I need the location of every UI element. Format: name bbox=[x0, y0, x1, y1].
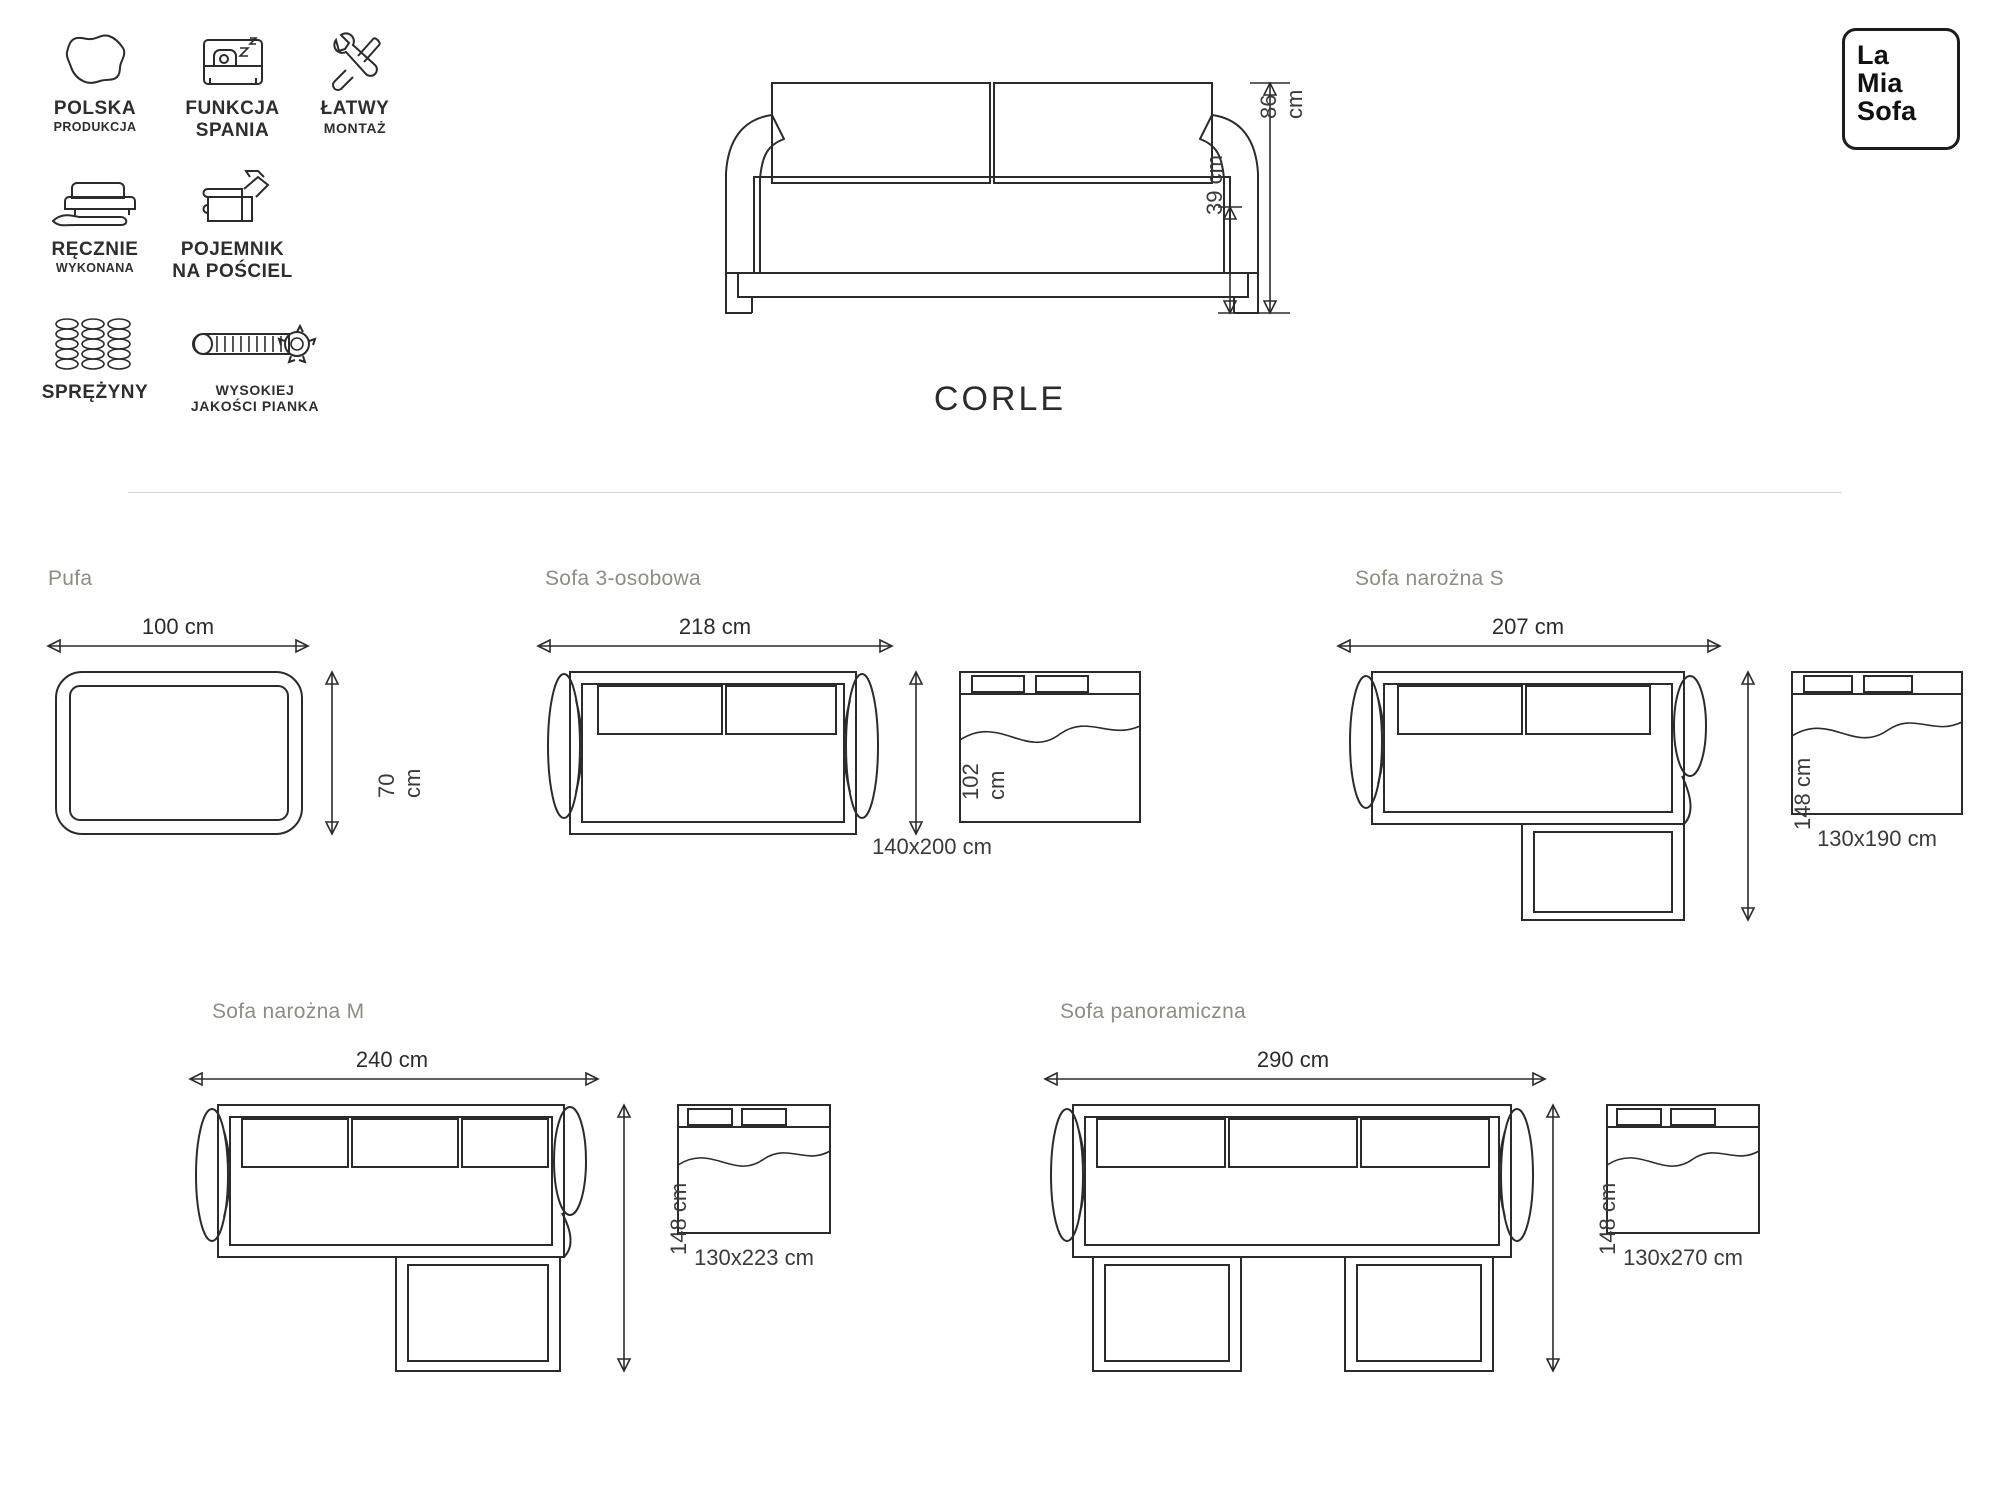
bedding-storage-icon bbox=[194, 161, 272, 233]
hero-sofa-front-view bbox=[690, 55, 1310, 355]
bed-icon bbox=[1792, 672, 1962, 814]
bed-icon bbox=[1607, 1105, 1759, 1233]
variant-pufa-drawing bbox=[40, 610, 425, 870]
logo-line-1: La bbox=[1857, 40, 1889, 70]
hero-height-seat-label: 39 cm bbox=[1202, 155, 1227, 215]
feature-label-line2: JAKOŚCI PIANKA bbox=[190, 398, 320, 415]
foam-roll-icon bbox=[185, 304, 325, 376]
narozna-s-width-label: 207 cm bbox=[1491, 614, 1565, 639]
variant-title-pufa: Pufa bbox=[48, 567, 93, 590]
hand-holding-sofa-icon bbox=[47, 161, 143, 233]
features-row-1 bbox=[20, 20, 480, 143]
panoramiczna-width-label: 290 cm bbox=[1256, 1047, 1330, 1072]
variant-title-narozna-s: Sofa narożna S bbox=[1355, 567, 1504, 590]
feature-label-line2: SPANIA bbox=[195, 120, 270, 142]
tools-icon bbox=[320, 20, 390, 92]
feature-label-line2: NA POŚCIEL bbox=[172, 261, 293, 283]
feature-label-line1: POJEMNIK bbox=[180, 238, 285, 260]
pufa-width-label: 100 cm bbox=[141, 614, 215, 639]
brand-logo bbox=[1842, 28, 1960, 150]
variant-panoramiczna-drawing bbox=[1035, 1043, 1825, 1393]
feature-label-line1: POLSKA bbox=[53, 98, 137, 119]
hero-height-total-label: 86 cm bbox=[1256, 89, 1307, 119]
panoramiczna-bed-label: 130x270 cm bbox=[1623, 1245, 1743, 1270]
features-grid bbox=[20, 20, 480, 415]
sofa3-depth-label: 102 cm bbox=[958, 763, 1009, 800]
feature-funkcja-spania bbox=[170, 20, 295, 143]
logo-line-2: Mia bbox=[1857, 68, 1903, 99]
narozna-m-width-label: 240 cm bbox=[355, 1047, 429, 1072]
variant-title-panoramiczna: Sofa panoramiczna bbox=[1060, 1000, 1247, 1023]
pufa-depth-label: 70 cm bbox=[374, 768, 425, 798]
feature-label-line1: WYSOKIEJ bbox=[215, 381, 295, 398]
bed-icon bbox=[678, 1105, 830, 1233]
feature-label-line1: RĘCZNIE bbox=[51, 238, 139, 260]
feature-label-line2: PRODUKCJA bbox=[53, 120, 137, 135]
poland-map-icon bbox=[59, 20, 131, 92]
panoramiczna-depth-label: 148 cm bbox=[1595, 1182, 1620, 1255]
feature-recznie-wykonana bbox=[20, 161, 170, 276]
narozna-m-bed-label: 130x223 cm bbox=[694, 1245, 814, 1270]
narozna-s-bed-label: 130x190 cm bbox=[1817, 826, 1937, 851]
feature-label-line2: MONTAŻ bbox=[323, 120, 387, 137]
feature-label-line1: SPRĘŻYNY bbox=[41, 381, 149, 403]
feature-latwy-montaz bbox=[295, 20, 415, 137]
springs-icon bbox=[47, 304, 143, 376]
variant-narozna-s-drawing bbox=[1330, 610, 1970, 940]
variant-title-sofa-3: Sofa 3-osobowa bbox=[545, 567, 701, 590]
feature-label-line2: WYKONANA bbox=[55, 261, 135, 276]
page-title: CORLE bbox=[933, 380, 1067, 418]
feature-label-line1: ŁATWY bbox=[320, 98, 390, 119]
narozna-m-depth-label: 148 cm bbox=[666, 1182, 691, 1255]
section-divider bbox=[128, 492, 1842, 493]
narozna-s-depth-label: 148 cm bbox=[1790, 757, 1815, 830]
feature-polska-produkcja bbox=[20, 20, 170, 135]
feature-label-line1: FUNKCJA bbox=[185, 98, 280, 119]
sofa3-width-label: 218 cm bbox=[678, 614, 752, 639]
variant-sofa3-drawing bbox=[530, 610, 1030, 870]
variant-title-narozna-m: Sofa narożna M bbox=[212, 1000, 365, 1023]
variant-narozna-m-drawing bbox=[180, 1043, 850, 1393]
feature-sprezyny bbox=[20, 304, 170, 404]
features-row-3 bbox=[20, 304, 480, 415]
features-row-2 bbox=[20, 161, 480, 284]
sleeping-person-icon bbox=[196, 20, 270, 92]
feature-wysokiej-jakosci-pianka bbox=[170, 304, 340, 415]
logo-line-3: Sofa bbox=[1857, 96, 1917, 127]
sofa3-bed-label: 140x200 cm bbox=[872, 834, 992, 859]
feature-pojemnik-na-posciel bbox=[170, 161, 295, 284]
